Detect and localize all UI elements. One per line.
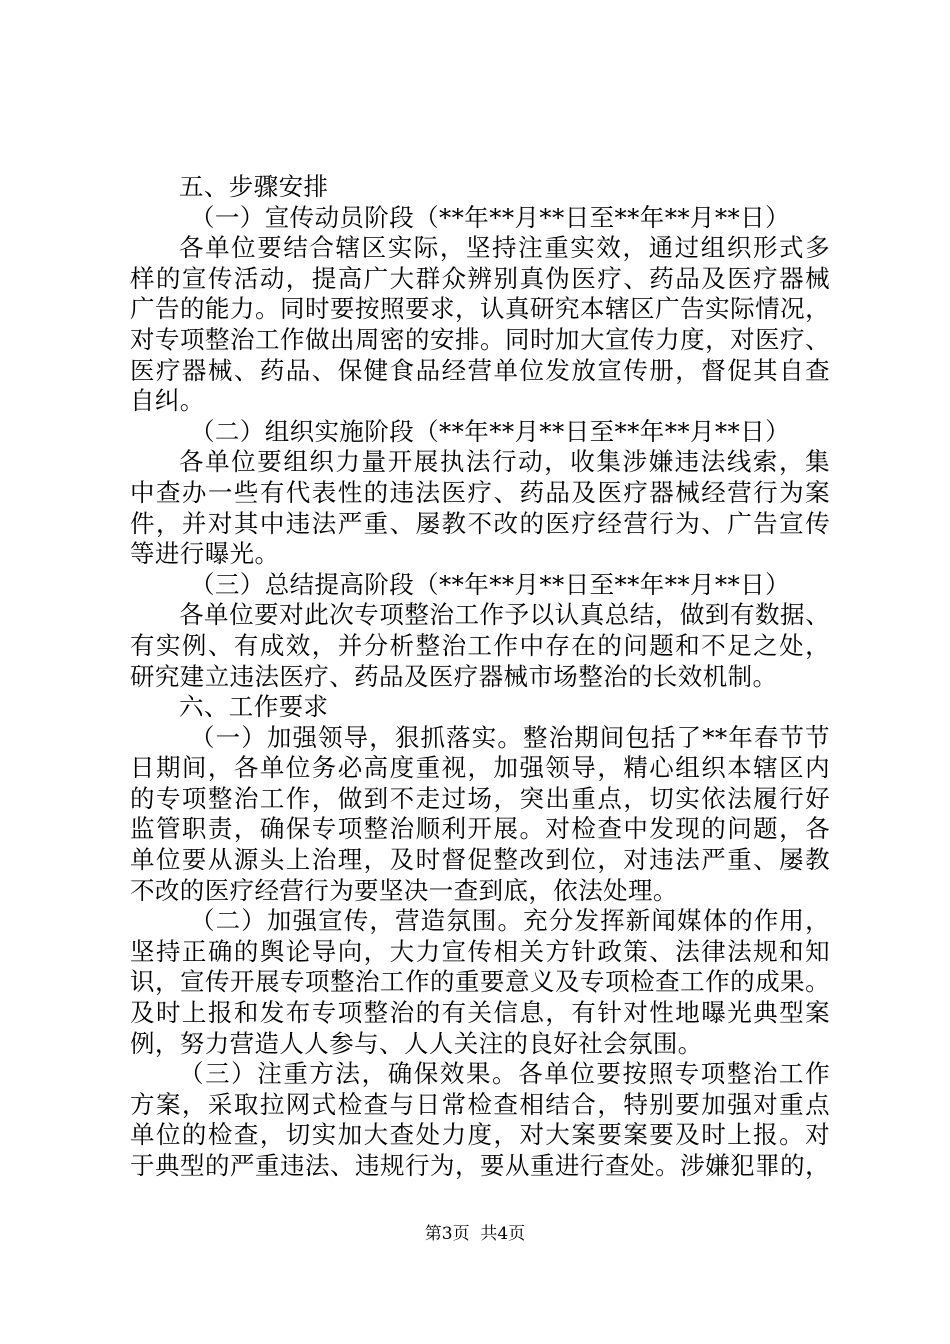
paragraph-line: 各单位要结合辖区实际，坚持注重实效，通过组织形式多 bbox=[179, 233, 830, 263]
paragraph-line: 广告的能力。同时要按照要求，认真研究本辖区广告实际情况， bbox=[130, 294, 830, 324]
paragraph-line: 等进行曝光。 bbox=[130, 539, 280, 569]
paragraph-line: 方案，采取拉网式检查与日常检查相结合，特别要加强对重点 bbox=[130, 1089, 830, 1119]
paragraph-line: （一）加强领导，狠抓落实。整治期间包括了**年春节节 bbox=[190, 722, 830, 752]
paragraph-line: 监管职责，确保专项整治顺利开展。对检查中发现的问题，各 bbox=[130, 814, 830, 844]
paragraph-line: 各单位要组织力量开展执法行动，收集涉嫌违法线索，集 bbox=[179, 447, 830, 477]
subsection-heading: （三）总结提高阶段（**年**月**日至**年**月**日） bbox=[190, 569, 790, 599]
paragraph-line: 不改的医疗经营行为要坚决一查到底，依法处理。 bbox=[130, 875, 678, 905]
paragraph-line: 中查办一些有代表性的违法医疗、药品及医疗器械经营行为案 bbox=[130, 477, 830, 507]
subsection-heading: （一）宣传动员阶段（**年**月**日至**年**月**日） bbox=[190, 202, 790, 232]
paragraph-line: 的专项整治工作，做到不走过场，突出重点，切实依法履行好 bbox=[130, 783, 830, 813]
document-body bbox=[130, 172, 830, 1182]
paragraph-line: 于典型的严重违法、违规行为，要从重进行查处。涉嫌犯罪的， bbox=[130, 1151, 830, 1180]
paragraph-line: 样的宣传活动，提高广大群众辨别真伪医疗、药品及医疗器械 bbox=[130, 263, 830, 293]
paragraph-line: （二）加强宣传，营造氛围。充分发挥新闻媒体的作用， bbox=[190, 906, 830, 936]
paragraph-line: 例，努力营造人人参与、人人关注的良好社会氛围。 bbox=[130, 1028, 703, 1058]
paragraph-line: 有实例、有成效，并分析整治工作中存在的问题和不足之处， bbox=[130, 630, 830, 660]
paragraph-line: 对专项整治工作做出周密的安排。同时加大宣传力度，对医疗、 bbox=[130, 324, 830, 354]
paragraph-line: 单位的检查，切实加大查处力度，对大案要案要及时上报。对 bbox=[130, 1120, 830, 1150]
paragraph-line: 日期间，各单位务必高度重视，加强领导，精心组织本辖区内 bbox=[130, 753, 830, 783]
section-heading: 六、工作要求 bbox=[179, 692, 329, 722]
paragraph-line: 各单位要对此次专项整治工作予以认真总结，做到有数据、 bbox=[179, 600, 830, 630]
paragraph-line: 及时上报和发布专项整治的有关信息，有针对性地曝光典型案 bbox=[130, 998, 830, 1028]
subsection-heading: （二）组织实施阶段（**年**月**日至**年**月**日） bbox=[190, 416, 790, 446]
paragraph-line: 研究建立违法医疗、药品及医疗器械市场整治的长效机制。 bbox=[130, 661, 778, 691]
paragraph-line: 单位要从源头上治理，及时督促整改到位，对违法严重、屡教 bbox=[130, 845, 830, 875]
paragraph-line: 坚持正确的舆论导向，大力宣传相关方针政策、法律法规和知 bbox=[130, 936, 830, 966]
paragraph-line: 识，宣传开展专项整治工作的重要意义及专项检查工作的成果。 bbox=[130, 967, 830, 997]
page-footer: 第3页 共4页 bbox=[424, 1224, 526, 1244]
paragraph-line: （三）注重方法，确保效果。各单位要按照专项整治工作 bbox=[179, 1059, 830, 1089]
section-heading: 五、步骤安排 bbox=[179, 172, 329, 201]
paragraph-line: 自纠。 bbox=[130, 386, 205, 416]
paragraph-line: 医疗器械、药品、保健食品经营单位发放宣传册，督促其自查 bbox=[130, 355, 830, 385]
paragraph-line: 件，并对其中违法严重、屡教不改的医疗经营行为、广告宣传 bbox=[130, 508, 830, 538]
